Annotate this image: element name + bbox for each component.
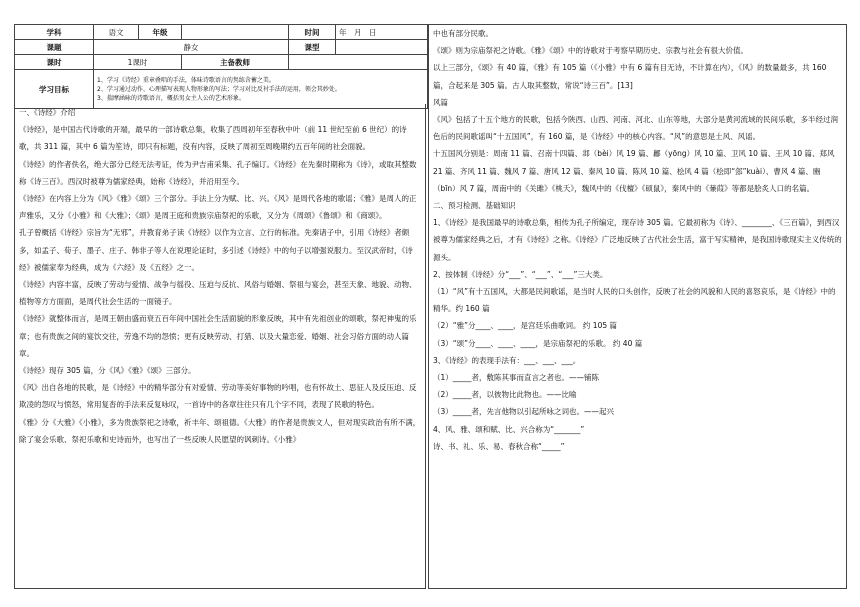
paragraph: 中也有部分民歌。 <box>433 29 493 38</box>
question: 2、按体制《诗经》分“___”、“___”、“___”三大类。 <box>433 269 608 279</box>
subject-value: 语文 <box>94 25 139 40</box>
paragraph: 孔子曾概括《诗经》宗旨为“无邪”，并教育弟子读《诗经》以作为立言、立行的标准。先秦诸子中，引用《诗经》者颇多，如孟子、荀子、墨子、庄子、韩非子等人在说理论证时，多引述《诗经》中的句子以增强说服力。至汉武帝时，《诗经》被儒家奉为经典，成为《六经》及《五经》之一。 <box>19 228 413 272</box>
paragraph: 《风》包括了十五个地方的民歌，包括今陕西、山西、河南、河北、山东等地，大部分是黄河流域的民间乐歌，多半经过润色后的民间歌谣叫“十五国风”，有 160 篇，是《诗经》中的核心内容。“风”的意思是土风、风谣。 <box>433 115 838 142</box>
paragraph: 《诗经》在内容上分为《风》《雅》《颂》三个部分。手法上分为赋、比、兴。《风》是周代各地的歌谣；《雅》是周人的正声雅乐，又分《小雅》和《大雅》；《颂》是周王庭和贵族宗庙祭祀的乐歌，又分为《周颂》《鲁颂》和《商颂》。 <box>19 194 417 221</box>
question-item: （2）_____者，以彼物比此物也。——比喻 <box>433 390 577 400</box>
question: 3、《诗经》的表现手法有：___、___、___。 <box>433 355 581 365</box>
question-item: （3）_____者，先言他物以引起所咏之词也。——起兴 <box>433 407 615 417</box>
teacher-label: 主备教师 <box>182 55 289 70</box>
question-item: （1）_____者，敷陈其事而直言之者也。——铺陈 <box>433 373 600 383</box>
paragraph: 《诗经》现存 305 篇，分《风》《雅》《颂》三部分。 <box>19 366 196 376</box>
question-item: （1）“风”有十五国风，大都是民间歌谣，是当时人民的口头创作，反映了社会的风貌和人民的喜怒哀乐，是《诗经》中的精华。约 160 篇 <box>433 287 836 314</box>
goal-item: 1、学习《诗经》重章叠唱的手法，体味诗歌语言的隽练含蓄之美。 <box>97 76 275 84</box>
topic-label: 课题 <box>15 40 94 55</box>
section-heading: 一、《诗经》介绍 <box>19 108 76 117</box>
grade-label: 年级 <box>139 25 182 40</box>
hours-value: 1课时 <box>94 55 182 70</box>
paragraph: 《诗经》内容丰富，反映了劳动与爱情、战争与徭役、压迫与反抗、风俗与婚姻、祭祖与宴会，甚至天象、地貌、动物、植物等方方面面，是周代社会生活的一面镜子。 <box>19 280 417 307</box>
paragraph: 《风》出自各地的民歌，是《诗经》中的精华部分有对爱情、劳动等美好事物的吟唱，也有怀故土、思征人及反压迫、反欺凌的怨叹与愤怒，常用复沓的手法来反复咏叹，一首诗中的各章往往只有几个字不同，表现了民歌的特色。 <box>19 383 417 410</box>
type-value <box>336 40 428 55</box>
topic-value: 静女 <box>94 40 289 55</box>
paragraph: 《诗经》，是中国古代诗歌的开端，最早的一部诗歌总集，收集了西周初年至春秋中叶（前 11 世纪至前 6 世纪）的诗歌，共 311 篇，其中 6 篇为笙诗，即只有标题，没有内容，反映了周初至周晚期约五百年间的社会面貌。 <box>19 125 407 152</box>
teacher-value <box>289 55 428 70</box>
lesson-plan-page <box>14 24 847 589</box>
paragraph: 《诗经》就整体而言，是周王朝由盛而衰五百年间中国社会生活面貌的形象反映，其中有先祖创业的颂歌，祭祀神鬼的乐章；也有贵族之间的宴饮交往，劳逸不均的怨愤；更有反映劳动、打猎、以及大量恋爱、婚姻、社会习俗方面的动人篇章。 <box>19 314 417 358</box>
time-label: 时间 <box>289 25 336 40</box>
question: 诗、书、礼、乐、易、春秋合称“_____” <box>433 441 565 451</box>
paragraph: 《雅》分《大雅》《小雅》，多为贵族祭祀之诗歌，祈丰年、颂祖德。《大雅》的作者是贵族文人，但对现实政治有所不满，除了宴会乐歌、祭祀乐歌和史诗而外，也写出了一些反映人民愿望的讽刺诗。《小雅》 <box>19 417 421 444</box>
paragraph: 《颂》则为宗庙祭祀之诗歌。《雅》《颂》中的诗歌对于考察早期历史、宗教与社会有很大价值。 <box>433 46 748 56</box>
question: 4、风、雅、颂和赋、比、兴合称为“_______” <box>433 424 585 434</box>
section-heading: 风篇 <box>433 97 448 107</box>
section-heading: 二、预习检测、基础知识 <box>433 201 516 211</box>
grade-value <box>182 25 289 40</box>
paragraph: 《诗经》的作者佚名，绝大部分已经无法考证，传为尹吉甫采集、孔子编订。《诗经》在先秦时期称为《诗》，或取其整数称《诗三百》。西汉时被尊为儒家经典，始称《诗经》，并沿用至今。 <box>19 159 417 186</box>
hours-label: 课时 <box>15 55 94 70</box>
question-item: （3）“颂”分____、____、____，是宗庙祭祀的乐歌。 约 40 篇 <box>433 338 643 348</box>
paragraph: 十五国风分别是：周南 11 篇、召南十四篇、邶（bèi）风 19 篇、鄘（yōng）风 10 篇、卫风 10 篇、王风 10 篇、郑风 21 篇、齐风 11 篇、魏风 7 篇、唐风 12 篇、秦风 10 篇、陈风 10 篇、桧风 4 篇（桧即“郐”kuài）、曹风 4 篇、豳（bīn）风 7 篇，周南中的《关雎》《桃夭》，魏风中的《伐檀》《硕鼠》，秦风中的《蒹葭》等都是脍炙人口的名篇。 <box>433 149 835 193</box>
right-column-text <box>428 24 847 589</box>
type-label: 课型 <box>289 40 336 55</box>
subject-label: 学科 <box>15 25 94 40</box>
goal-item: 2、学习通过动作、心理描写表现人物形象的写法；学习对比反衬手法的运用，领会其妙处。 <box>97 85 341 93</box>
paragraph: 以上三部分，《颂》有 40 篇，《雅》有 105 篇（《小雅》中有 6 篇有目无诗，不计算在内），《风》的数量最多，共 160 篇，合起来是 305 篇。古人取其整数，常说“诗三百”。[13] <box>433 63 827 90</box>
lesson-header-table <box>14 24 428 109</box>
question-item: （2）“雅”分____、____，是宫廷乐曲歌词。 约 105 篇 <box>433 321 618 331</box>
left-column-text <box>14 104 426 589</box>
question: 1、《诗经》是我国最早的诗歌总集，相传为孔子所编定，现存诗 305 篇。它最初称为《诗》、________、《三百篇》，到西汉被尊为儒家经典之后，才有《诗经》之称。《诗经》广泛地反映了古代社会生活，富于写实精神，是我国诗歌现实主义传统的源头。 <box>433 218 842 262</box>
goals-list <box>94 70 428 109</box>
goal-item: 3、揣摩涵咏的诗歌语言，概括男女主人公的艺术形象。 <box>97 94 245 102</box>
time-value: 年 月 日 <box>336 25 428 40</box>
goals-label: 学习目标 <box>15 70 94 109</box>
